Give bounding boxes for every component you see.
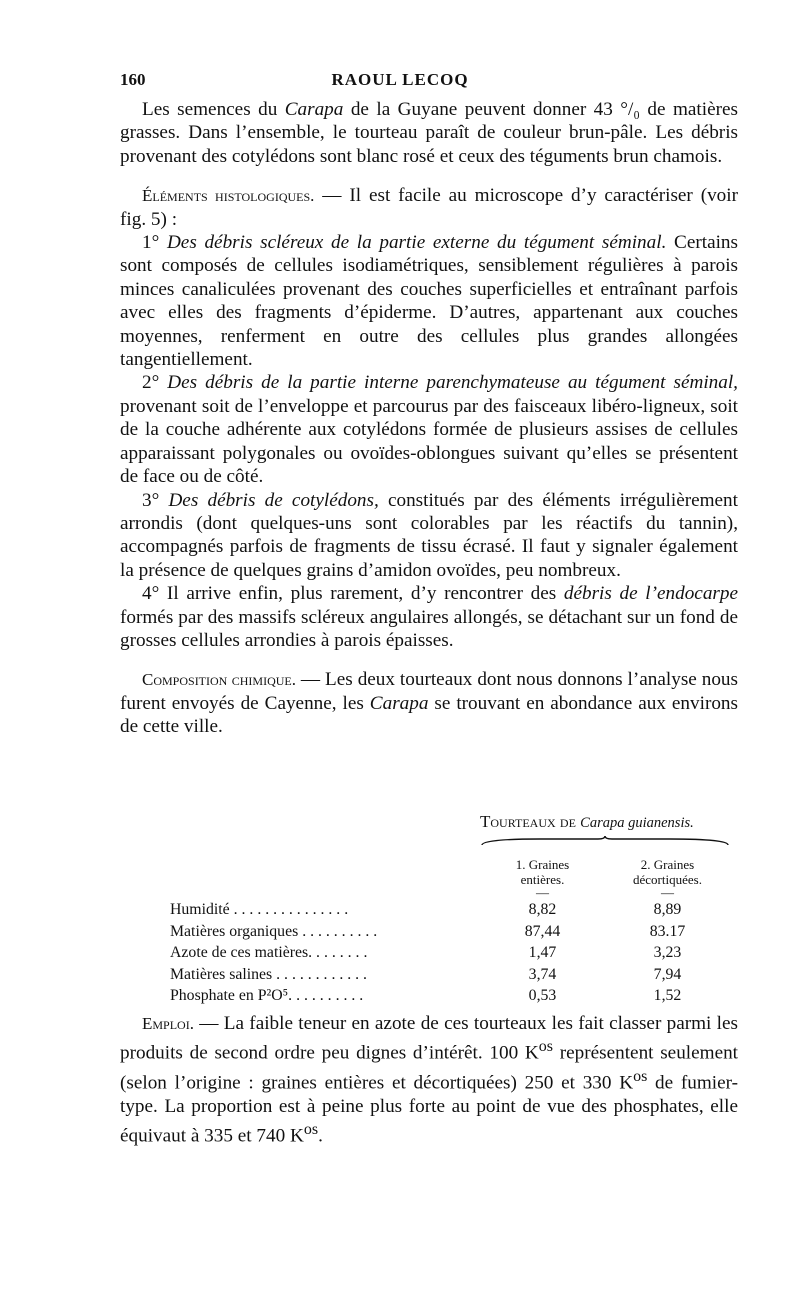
text: . — [318, 1125, 323, 1147]
paragraph-seeds — [120, 98, 738, 168]
text: de la Guyane peuvent donner 43 °/₀ de matières grasses. Dans l’ensemble, le tourteau paraît de couleur brun-pâle. Les débris provenant des cotylédons sont blanc rosé et ceux des téguments brun chamois. — [120, 99, 738, 167]
section-heading: Composition chimique. — [142, 670, 296, 690]
superscript: os — [538, 1038, 554, 1056]
cell-value: 3,74 — [528, 965, 557, 983]
genus-name: Carapa — [284, 99, 344, 120]
text: constitués par des éléments irrégulièrement arrondis (dont quelques-uns sont colorables par les réactifs du tannin), accompagnés parfois de fragments de tissu écrasé. Il faut y signaler également la présence de quelques grains d’amidon ovoïdes, peu nombreux. — [120, 489, 738, 581]
text: provenant soit de l’enveloppe et parcourus par des faisceaux libéro-ligneux, soit de la couche adhérente aux cotylédons formée de plusieurs assises de cellules apparaissant polygonales ou ovoïdes-oblongues suivant qu’elles se présentent de face ou de côté. — [120, 395, 738, 488]
page-number: 160 — [120, 70, 146, 89]
text: — Les deux tourteaux dont nous donnons l’analyse nous furent envoyés de Cayenne, les — [120, 669, 738, 714]
dash: — — [536, 885, 549, 900]
column-dashes — [170, 887, 730, 899]
row-label: Phosphate en P²O⁵. . . . . . . . . . — [170, 987, 364, 1004]
item-number: 2° — [142, 372, 168, 394]
item-number: 3° — [142, 489, 169, 511]
row-label: Humidité . . . . . . . . . . . . . . . — [170, 901, 349, 918]
column-header — [480, 857, 605, 887]
text: de fumier-type. La proportion est à peine plus forte au point de vue des phosphates, elle équivaut à 335 et 740 K — [120, 1072, 739, 1147]
paragraph-composition — [120, 668, 738, 738]
genus-name: Carapa — [369, 692, 429, 714]
table-title — [480, 812, 730, 832]
text: 4° Il arrive enfin, plus rarement, d’y rencontrer des — [142, 583, 564, 605]
body-text-bottom — [120, 1012, 738, 1148]
text: se trouvant en abondance aux environs de cette ville. — [120, 692, 738, 738]
item-title: Des débris de la partie interne parenchymateuse au tégument séminal, — [167, 372, 738, 394]
species-name: Carapa guianensis. — [580, 815, 694, 831]
column-header-line: 2. Graines — [640, 857, 695, 872]
table-column-headers — [170, 857, 730, 887]
item-title: débris de l’endocarpe — [563, 583, 738, 605]
cell-value: 3,23 — [653, 944, 682, 961]
column-header-line: décortiquées. — [633, 872, 702, 887]
paragraph-item-3 — [120, 489, 738, 583]
paragraph-item-4 — [120, 582, 738, 652]
cell-value: 0,53 — [528, 987, 557, 1004]
column-header-line: entières. — [520, 872, 565, 887]
paragraph-emploi — [120, 1012, 738, 1148]
cell-value: 87,44 — [524, 922, 561, 940]
text: — Il est facile au microscope d’y caractériser (voir fig. 5) : — [120, 185, 738, 230]
cell-value: 1,47 — [528, 944, 557, 961]
table-row — [170, 921, 730, 943]
section-heading: Éléments histologiques. — [142, 186, 315, 206]
table-row — [170, 985, 730, 1007]
running-head: RAOUL LECOQ — [331, 70, 469, 89]
text: Certains sont composés de cellules isodiamétriques, sensiblement régulières à parois minces canaliculées provenant des couches superficielles et entraînant parfois avec elles des fragments d’épiderme. D’autres, appartenant aux couches moyennes, renferment en outre des cellules plus grandes allongées tangentiellement. — [120, 232, 738, 371]
column-header-line: 1. Graines — [515, 857, 570, 872]
cell-value: 1,52 — [653, 987, 682, 1004]
paragraph-item-1 — [120, 231, 738, 371]
composition-table — [170, 812, 730, 1007]
row-label: Matières organiques . . . . . . . . . . — [170, 922, 378, 940]
cell-value: 8,89 — [653, 901, 682, 918]
text: représentent seulement (selon l’origine : graines entières et décortiquées) 250 et 330 K — [120, 1042, 739, 1094]
text: formés par des massifs scléreux angulaires allongés, se détachant sur un fond de grosses cellules arrondies à parois épaisses. — [120, 606, 738, 651]
item-title: Des débris scléreux de la partie externe du tégument séminal. — [166, 232, 667, 254]
section-heading: Emploi. — [142, 1014, 194, 1033]
cell-value: 8,82 — [528, 901, 557, 918]
column-header — [605, 857, 730, 887]
table-row — [170, 899, 730, 921]
item-number: 1° — [142, 232, 167, 254]
table-row — [170, 964, 730, 986]
text: — La faible teneur en azote de ces tourteaux les fait classer parmi les produits de second ordre peu dignes d’intérêt. 100 K — [120, 1013, 738, 1064]
item-title: Des débris de cotylédons, — [168, 489, 379, 511]
row-label: Azote de ces matières. . . . . . . . — [170, 944, 368, 961]
table-row — [170, 942, 730, 964]
dash: — — [661, 885, 674, 900]
brace-divider — [480, 836, 730, 846]
cell-value: 7,94 — [653, 965, 682, 983]
row-label: Matières salines . . . . . . . . . . . . — [170, 965, 367, 983]
paragraph-item-2 — [120, 371, 738, 488]
superscript: os — [303, 1121, 319, 1139]
paragraph-histology — [120, 184, 738, 231]
body-text — [120, 98, 738, 739]
table-title-text: Tourteaux de — [480, 812, 581, 831]
page-header — [120, 70, 680, 92]
cell-value: 83.17 — [649, 922, 686, 940]
superscript: os — [633, 1068, 648, 1086]
text: Les semences du — [142, 99, 285, 120]
